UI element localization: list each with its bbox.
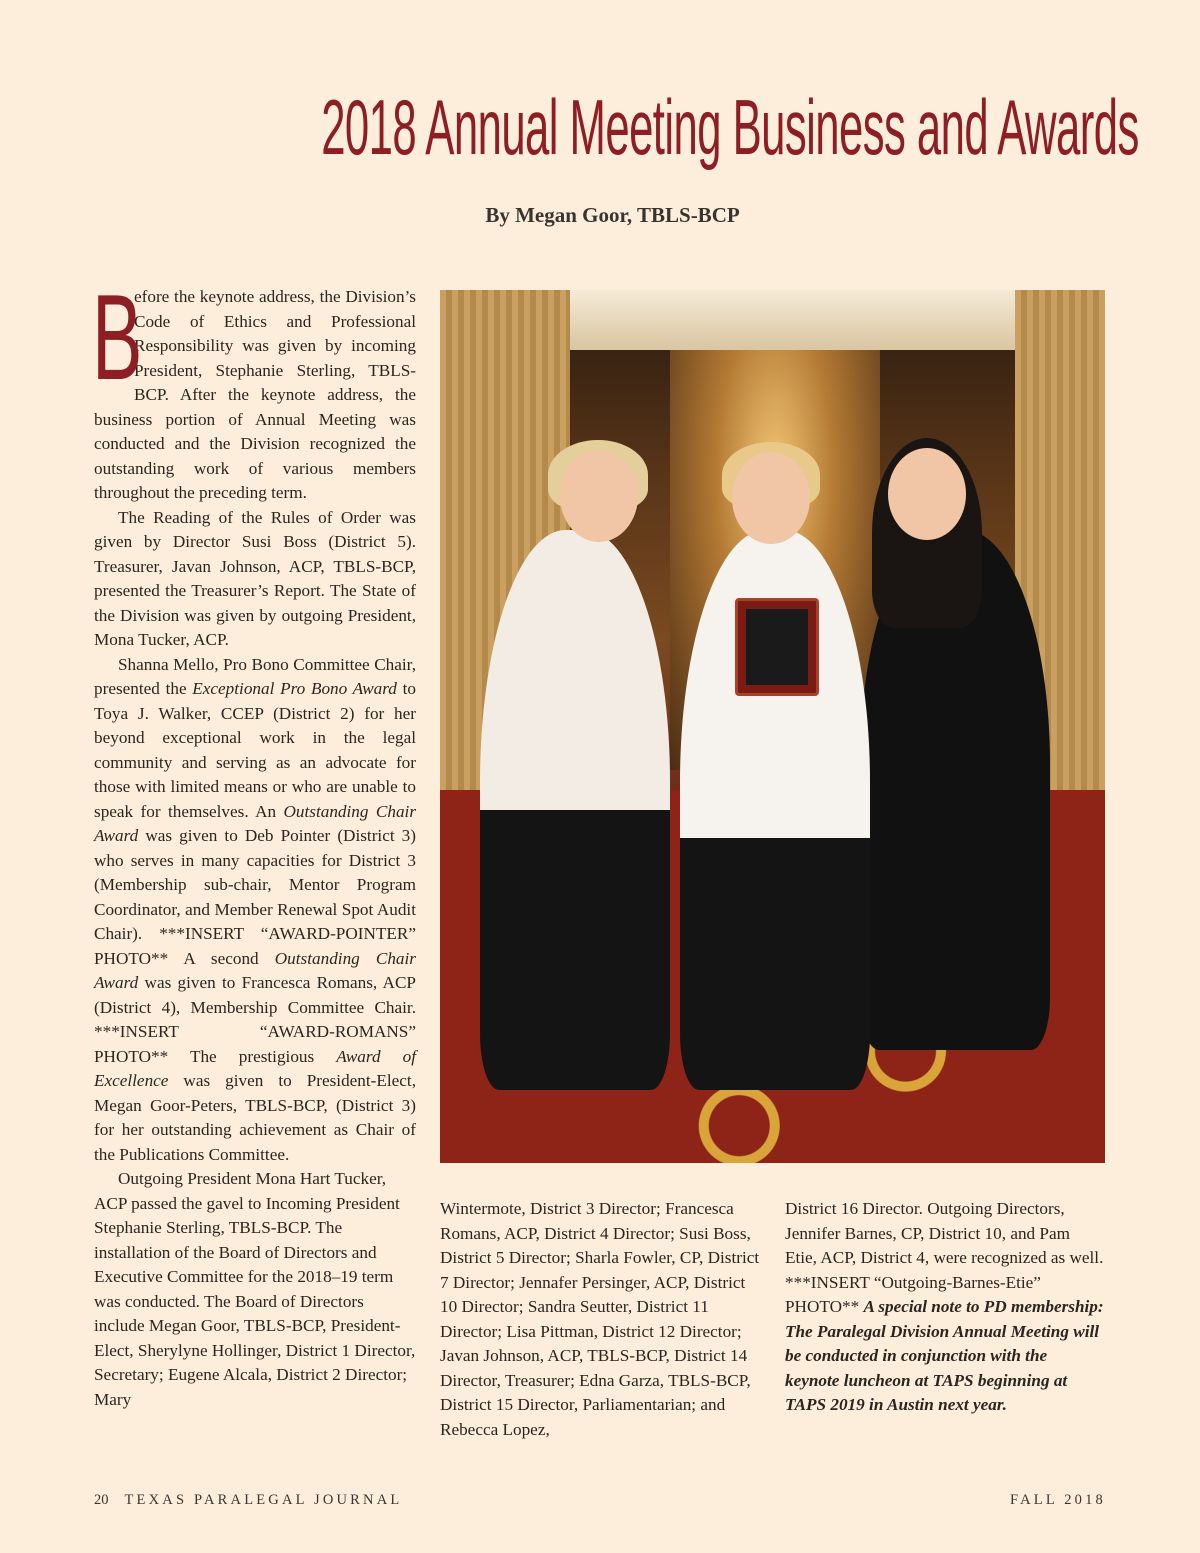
byline: By Megan Goor, TBLS-BCP bbox=[485, 203, 740, 227]
award-photo bbox=[440, 290, 1105, 1163]
paragraph-awards: Shanna Mello, Pro Bono Committee Chair, presented the Exceptional Pro Bono Award to Toya J. Walker, CCEP (District 2) for her beyond exceptional work in the legal community and serving as an advocate for those with limited means or who are unable to speak for themselves. An Outstanding Chair Award was given to Deb Pointer (District 3) who serves in many capacities for District 3 (Membership sub-chair, Mentor Program Coordinator, and Member Renewal Spot Audit Chair). ***INSERT “AWARD-POINTER” PHOTO** A second Outstanding Chair Award was given to Francesca Romans, ACP (District 4), Membership Committee Chair. ***INSERT “AWARD-ROMANS” PHOTO** The prestigious Award of Excellence was given to President-Elect, Megan Goor-Peters, TBLS-BCP, (District 3) for her outstanding achievement as Chair of the Publications Committee. bbox=[94, 654, 417, 1164]
paragraph-intro: B efore the keynote address, the Division’s Code of Ethics and Professional Responsibility was given by incoming President, Stephanie Sterling, TBLS-BCP. After the keynote address, the business portion of Annual Meeting was conducted and the Division recognized the outstanding work of various members throughout the preceding term. bbox=[92, 269, 416, 502]
award-plaque bbox=[735, 598, 819, 696]
paragraph-outgoing: District 16 Director. Outgoing Directors, Jennifer Barnes, CP, District 10, and Pam Etie, ACP, District 4, were recognized as well. ***INSERT “Outgoing-Barnes-Etie” PHOTO** A special note to PD membership: The Paralegal Division Annual Meeting will be conducted in conjunction with the keynote luncheon at TAPS beginning at TAPS 2019 in Austin next year. bbox=[785, 1199, 1104, 1414]
article-column-2 bbox=[440, 1197, 765, 1442]
issue-date: FALL 2018 bbox=[1009, 1492, 1106, 1508]
drop-cap: B bbox=[92, 269, 143, 405]
page-number: 20 bbox=[94, 1492, 109, 1508]
award-name: Exceptional Pro Bono Award bbox=[192, 679, 397, 698]
paragraph-board-continued: Wintermote, District 3 Director; Francesca Romans, ACP, District 4 Director; Susi Boss, District 5 Director; Sharla Fowler, CP, District 7 Director; Jennafer Persinger, ACP, District 10 Director; Sandra Seutter, District 11 Director; Lisa Pittman, District 12 Director; Javan Johnson, ACP, TBLS-BCP, District 14 Director, Treasurer; Edna Garza, TBLS-BCP, District 15 Director, Parliamentarian; and Rebecca Lopez, bbox=[440, 1199, 760, 1439]
article-column-3 bbox=[785, 1197, 1105, 1418]
article-column-1 bbox=[92, 269, 417, 1412]
paragraph-rules: The Reading of the Rules of Order was given by Director Susi Boss (District 5). Treasurer, Javan Johnson, ACP, TBLS-BCP, presented the Treasurer’s Report. The State of the Division was given by outgoing President, Mona Tucker, ACP. bbox=[94, 507, 416, 649]
award-name: Outstanding Chair Award bbox=[94, 801, 417, 845]
footer-left bbox=[94, 1492, 402, 1509]
article-title: 2018 Annual Meeting Business and Awards bbox=[321, 83, 1139, 171]
award-name: Award of Excellence bbox=[94, 1046, 417, 1090]
paragraph-installation: Outgoing President Mona Hart Tucker, ACP passed the gavel to Incoming President Stephanie Sterling, TBLS-BCP. The installation of the Board of Directors and Executive Committee for the 2018–19 term was conducted. The Board of Directors include Megan Goor, TBLS-BCP, President-Elect, Sherylyne Hollinger, District 1 Director, Secretary; Eugene Alcala, District 2 Director; Mary bbox=[94, 1169, 416, 1409]
award-name: Outstanding Chair Award bbox=[94, 948, 416, 992]
special-note: A special note to PD membership: The Paralegal Division Annual Meeting will be conducted in conjunction with the keynote luncheon at TAPS beginning at TAPS 2019 in Austin next year. bbox=[785, 1297, 1104, 1414]
journal-name: TEXAS PARALEGAL JOURNAL bbox=[124, 1492, 403, 1508]
